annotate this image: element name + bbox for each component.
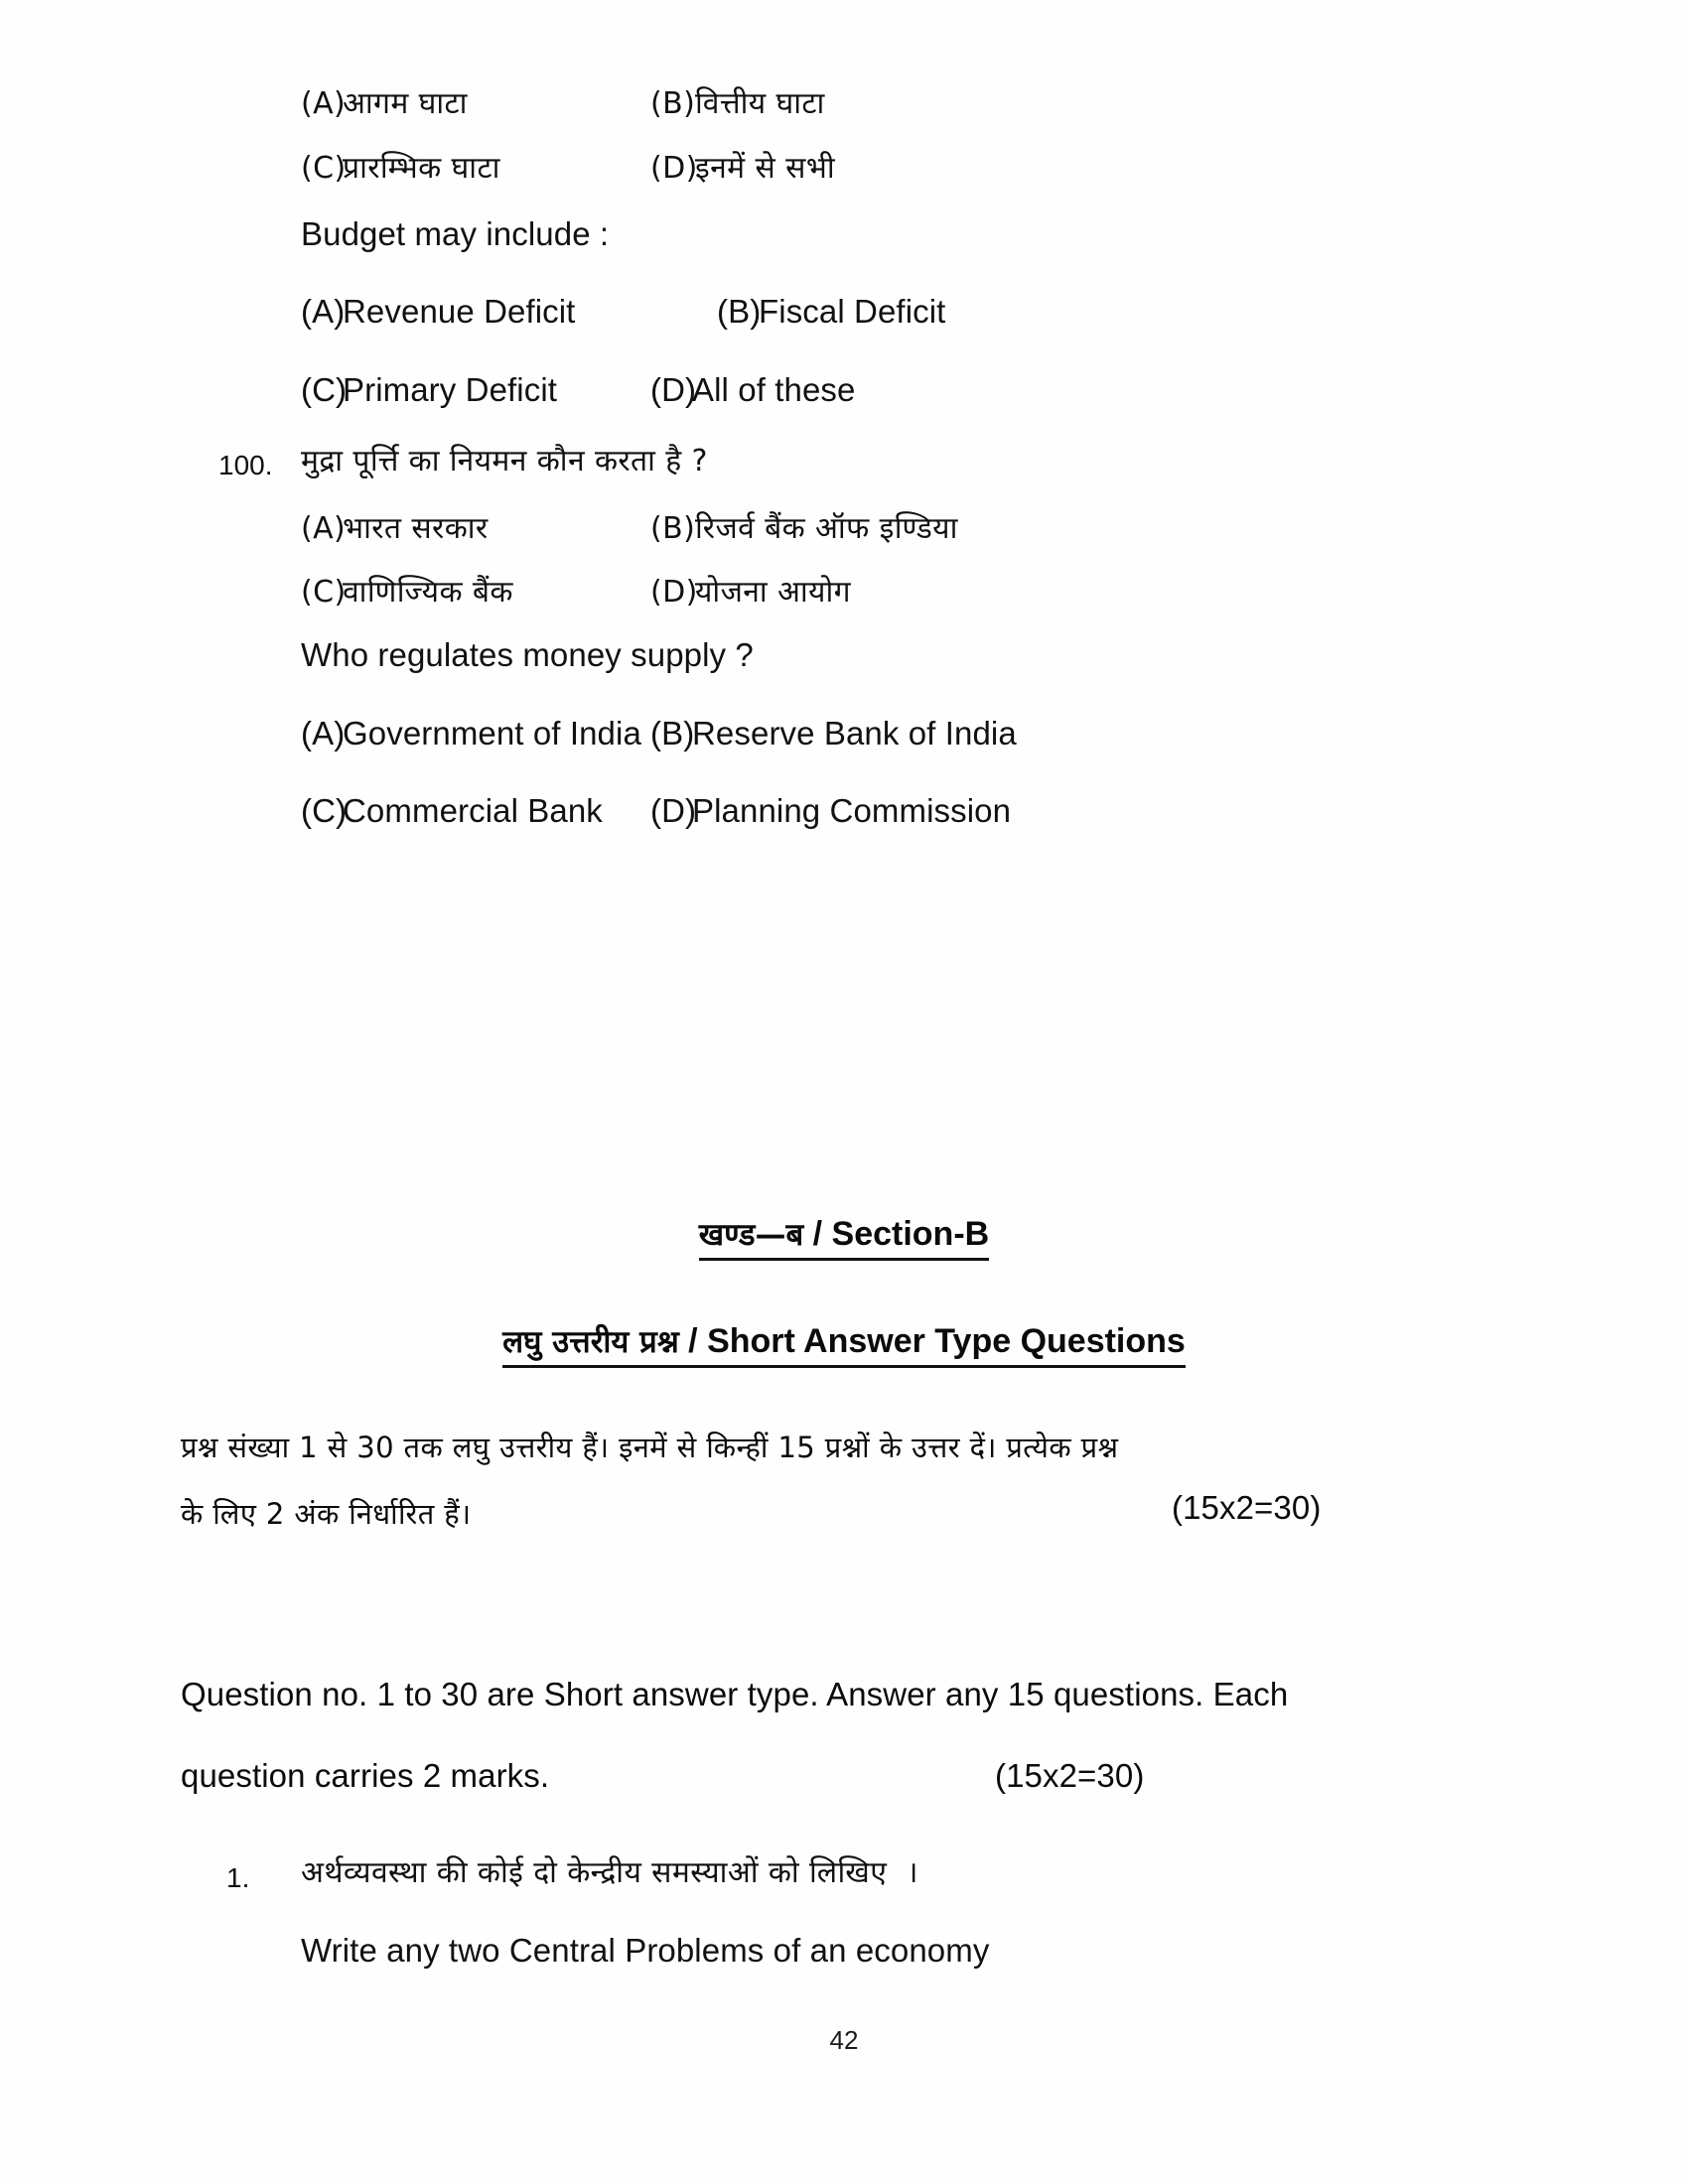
q100-hindi-option-a-text: भारत सरकार — [343, 511, 489, 546]
q100-hindi-option-c-text: वाणिज्यिक बैंक — [343, 575, 513, 610]
q99-hindi-option-b-text: वित्तीय घाटा — [695, 86, 825, 121]
q1-english-text: Write any two Central Problems of an economy — [301, 1932, 990, 1969]
q100-english-option-b-label: (B) — [650, 715, 695, 751]
q99-hindi-option-c-text: प्रारम्भिक घाटा — [343, 151, 500, 186]
q99-hindi-option-d-text: इनमें से सभी — [695, 151, 836, 186]
q99-english-option-c-label: (C) — [301, 371, 348, 408]
q99-english-option-b-text: Fiscal Deficit — [759, 293, 946, 330]
q99-hindi-option-b-label: (B) — [650, 86, 696, 121]
q100-english-option-d-label: (D) — [650, 792, 697, 829]
instructions-english-line2: question carries 2 marks. — [181, 1757, 550, 1794]
short-answer-subheading — [0, 1320, 1688, 1368]
page-number: 42 — [829, 2025, 859, 2055]
q1-number: 1. — [226, 1862, 250, 1893]
q100-hindi-option-d-label: (D) — [650, 575, 698, 610]
q100-number: 100. — [218, 450, 273, 480]
q99-english-option-d-label: (D) — [650, 371, 697, 408]
q100-english-option-c-text: Commercial Bank — [343, 792, 603, 829]
q99-hindi-option-a-label: (A) — [301, 86, 347, 121]
q100-english-option-a-text: Government of India — [343, 715, 641, 751]
short-answer-subheading-english: Short Answer Type Questions — [707, 1322, 1186, 1360]
short-answer-subheading-separator: / — [678, 1322, 708, 1360]
q99-english-option-a-label: (A) — [301, 293, 346, 330]
q100-english-option-c-label: (C) — [301, 792, 348, 829]
instructions-english-line1: Question no. 1 to 30 are Short answer type. Answer any 15 questions. Each — [181, 1676, 1289, 1712]
q99-english-option-d-text: All of these — [692, 371, 856, 408]
q100-english-option-a-label: (A) — [301, 715, 346, 751]
q99-hindi-option-d-label: (D) — [650, 151, 698, 186]
instructions-hindi-line1: प्रश्न संख्या 1 से 30 तक लघु उत्तरीय हैं। इनमें से किन्हीं 15 प्रश्नों के उत्तर दें। प्रत्येक प्रश्न — [181, 1431, 1119, 1464]
section-b-heading-separator: / — [803, 1215, 832, 1253]
marks-english: (15x2=30) — [995, 1757, 1145, 1794]
q99-hindi-option-a-text: आगम घाटा — [343, 86, 468, 121]
q100-english-option-d-text: Planning Commission — [692, 792, 1012, 829]
q100-hindi-option-d-text: योजना आयोग — [695, 575, 851, 610]
marks-hindi: (15x2=30) — [1172, 1489, 1322, 1526]
q100-english-stem: Who regulates money supply ? — [301, 636, 754, 673]
section-b-heading-hindi: खण्ड—ब — [698, 1217, 804, 1253]
q100-hindi-option-c-label: (C) — [301, 575, 347, 610]
section-b-heading-english: Section-B — [831, 1215, 990, 1253]
q99-english-option-c-text: Primary Deficit — [343, 371, 558, 408]
q100-hindi-option-a-label: (A) — [301, 511, 347, 546]
instructions-hindi-line2: के लिए 2 अंक निर्धारित हैं। — [181, 1497, 472, 1531]
short-answer-subheading-hindi: लघु उत्तरीय प्रश्न — [502, 1324, 679, 1360]
q99-english-option-a-text: Revenue Deficit — [343, 293, 576, 330]
q100-hindi-stem: मुद्रा पूर्त्ति का नियमन कौन करता है ? — [301, 444, 708, 478]
q1-hindi-text: अर्थव्यवस्था की कोई दो केन्द्रीय समस्याओं को लिखिए । — [301, 1855, 918, 1890]
q99-hindi-option-c-label: (C) — [301, 151, 347, 186]
q100-hindi-option-b-text: रिजर्व बैंक ऑफ इण्डिया — [695, 511, 958, 546]
section-b-heading — [0, 1213, 1688, 1261]
q100-english-option-b-text: Reserve Bank of India — [692, 715, 1017, 751]
q100-hindi-option-b-label: (B) — [650, 511, 696, 546]
q99-english-option-b-label: (B) — [717, 293, 762, 330]
q99-english-stem: Budget may include : — [301, 215, 610, 252]
